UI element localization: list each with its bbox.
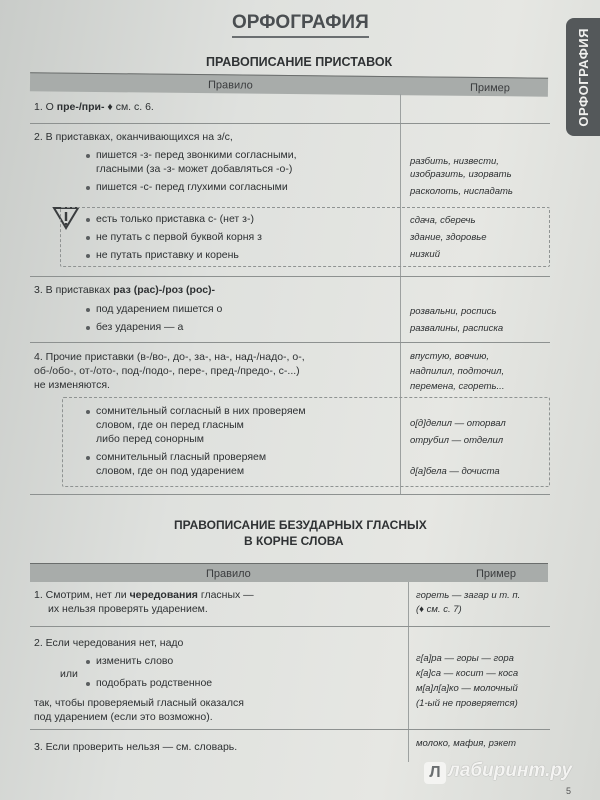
vowel-example-2-3: м[а]л[а]ко — молочный [416,683,518,694]
bullet-dot [86,682,90,686]
hint-line-4: сомнительный гласный проверяем [96,451,267,463]
col-header-example: Пример [476,568,516,580]
example-3-2: развалины, расписка [410,323,504,334]
warning-example-1: сдача, сберечь [410,215,476,226]
rule-2-line-3: пишется -с- перед глухими согласными [96,181,288,193]
rule-2-line-1: пишется -з- перед звонкими согласными, [96,149,297,161]
bullet-dot [86,254,90,258]
rule-1: 1. О пре-/при- ♦ см. с. 6. [34,101,154,113]
example-3-1: розвальни, роспись [410,306,497,317]
hint-line-2: словом, где он перед гласным [96,419,244,431]
hint-line-3: либо перед сонорным [96,433,205,445]
warning-line-2: не путать с первой буквой корня з [96,231,262,243]
bullet-dot [86,236,90,240]
col-header-rule: Правило [207,79,253,92]
rule-3-line-1: под ударением пишется о [96,303,223,315]
vowel-example-2-1: г[а]ра — горы — гора [416,653,514,664]
table-header-prefixes [30,72,548,96]
side-tab-label: ОРФОГРАФИЯ [575,27,591,127]
bullet-dot [86,410,90,414]
bullet-dot [86,218,90,222]
hint-example-2: отрубил — отделил [410,435,504,446]
example-4-3: перемена, сгореть... [410,381,505,392]
section-title-vowels-2: В КОРНЕ СЛОВА [244,534,344,548]
rule-3-line-2: без ударения — а [96,321,184,333]
bullet-dot [86,154,90,158]
bullet-dot [86,456,90,460]
page-number: 5 [566,786,572,796]
example-4-1: впустую, вовчию, [410,351,490,362]
vowel-example-1-1: гореть — загар и т. п. [416,590,521,601]
section-title-prefixes: ПРАВОПИСАНИЕ ПРИСТАВОК [206,55,393,69]
vowel-rule-3: 3. Если проверить нельзя — см. словарь. [34,741,238,753]
bullet-dot [86,660,90,664]
vowel-rule-2-or: или [60,668,78,680]
hint-line-1: сомнительный согласный в них проверяем [96,405,306,417]
vowel-example-2-4: (1-ый не проверяется) [416,698,518,709]
rule-4-line-2: об-/обо-, от-/ото-, под-/подо-, пере-, пред-/предо-, с-...) [34,365,300,377]
warning-line-1: есть только приставка с- (нет з-) [96,213,254,225]
example-2-1: разбить, низвести, [410,156,499,167]
row-divider [30,729,550,730]
hint-example-3: д[а]бела — дочиста [410,466,500,477]
vowel-rule-2-line-1: 2. Если чередования нет, надо [34,637,184,649]
example-2-2: изобразить, изорвать [410,169,512,180]
section-side-tab [566,18,600,136]
row-divider [30,342,550,343]
example-4-2: надпилил, подточил, [410,366,505,377]
page-title: ОРФОГРАФИЯ [232,12,369,38]
table-header-vowels [30,563,548,582]
row-divider [30,276,550,277]
bullet-dot [86,326,90,330]
bullet-dot [86,186,90,190]
vowel-rule-2-line-4: так, чтобы проверяемый гласный оказался [34,697,244,709]
watermark: лабиринт.ру [448,760,573,781]
rule-2-line-2: гласными (за -з- может добавляться -о-) [96,163,293,175]
row-divider [30,123,550,124]
rule-3-heading: 3. В приставках раз (рас)-/роз (рос)- [34,284,216,296]
warning-line-3: не путать приставку и корень [96,249,239,261]
rule-2-heading: 2. В приставках, оканчивающихся на з/с, [34,131,233,143]
example-2-3: расколоть, ниспадать [410,186,513,197]
rule-4-line-3: не изменяются. [34,379,110,391]
vowel-rule-2-line-5: под ударением (если это возможно). [34,711,213,723]
bullet-dot [86,308,90,312]
vowel-example-2-2: к[а]са — косит — коса [416,668,519,679]
section-title-vowels-1: ПРАВОПИСАНИЕ БЕЗУДАРНЫХ ГЛАСНЫХ [174,518,427,532]
warning-example-3: низкий [410,249,440,260]
hint-example-1: о[д]делил — оторвал [410,418,506,429]
labirint-logo-icon: Л [424,762,446,784]
col-header-example: Пример [469,81,511,95]
row-divider [30,494,550,495]
col-header-rule: Правило [206,568,251,580]
vowel-rule-2-option-1: изменить слово [96,655,174,667]
warning-example-2: здание, здоровье [410,232,487,243]
vowel-example-1-2: (♦ см. с. 7) [416,604,462,615]
vowel-example-3: молоко, мафия, рэкет [416,738,517,749]
hint-line-5: словом, где он под ударением [96,465,245,477]
row-divider [30,626,550,627]
column-divider [408,582,409,762]
vowel-rule-2-option-2: подобрать родственное [96,677,213,689]
vowel-rule-1: 1. Смотрим, нет ли чередования гласных — [34,589,254,601]
rule-4-line-1: 4. Прочие приставки (в-/во-, до-, за-, на-, над-/надо-, о-, [34,351,305,363]
vowel-rule-1-line-2: их нельзя проверять ударением. [48,603,208,615]
